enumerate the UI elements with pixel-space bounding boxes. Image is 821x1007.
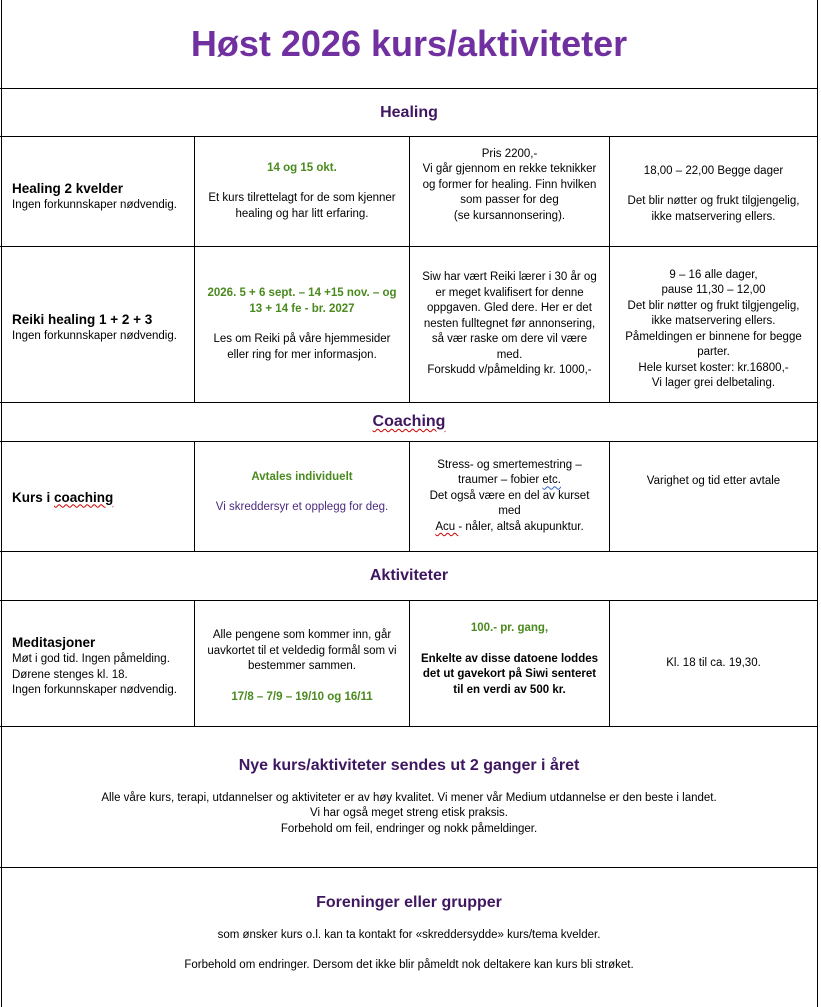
course-info-cell	[410, 247, 609, 402]
course-description: Vi skreddersyr et opplegg for deg.	[215, 501, 389, 513]
course-date: 2026. 5 + 6 sept. – 14 +15 nov. – og 13 + 14 fe - br. 2027	[207, 287, 397, 315]
course-date-cell	[195, 601, 409, 726]
course-time: 9 – 16 alle dager,	[669, 268, 758, 281]
course-date-cell	[195, 247, 409, 402]
course-date: Avtales individuelt	[251, 470, 353, 483]
course-break: pause 11,30 – 12,00	[661, 284, 766, 296]
news-line: Alle våre kurs, terapi, utdannelser og aktiviteter er av høy kvalitet. Vi mener vår Medium utdannelse er den beste i landet.	[101, 791, 717, 804]
news-line: Vi har også meget streng etisk praksis.	[310, 807, 508, 820]
page-title-block	[1, 0, 817, 88]
course-name: Healing 2 kvelder	[12, 180, 124, 196]
news-heading: Nye kurs/aktiviteter sendes ut 2 ganger i året	[238, 756, 580, 774]
course-info-acu: Acu - nåler, altså akupunktur.	[435, 520, 584, 533]
course-requirement: Ingen forkunnskaper nødvendig.	[12, 329, 177, 342]
course-info: Vi går gjennom en rekke teknikker og former for healing. Finn hvilken som passer for deg	[422, 163, 597, 207]
course-time-note: Det blir nøtter og frukt tilgjengelig, ikke matservering ellers.	[627, 195, 800, 223]
course-total-price: Hele kurset koster: kr.16800,-	[638, 361, 789, 374]
course-info-cell	[410, 601, 609, 726]
course-info-note: (se kursannonsering).	[453, 209, 566, 222]
frame-right	[817, 0, 818, 1007]
course-info: Stress- og smertemestring – traumer – fobier etc.	[437, 458, 582, 487]
course-name: Kurs i coaching	[12, 489, 114, 505]
course-door-note: Dørene stenges kl. 18.	[12, 668, 128, 681]
groups-block	[1, 868, 817, 1007]
course-name-cell	[2, 247, 194, 402]
course-info-cell	[410, 442, 609, 551]
course-payment-note: Vi lager grei delbetaling.	[651, 377, 776, 389]
news-line: Forbehold om feil, endringer og nokk påmeldinger.	[280, 822, 538, 835]
course-price: Pris 2200,-	[481, 147, 538, 160]
course-info-cell	[410, 137, 609, 246]
course-deposit: Forskudd v/påmelding kr. 1000,-	[427, 364, 592, 377]
course-dates: 17/8 – 7/9 – 19/10 og 16/11	[231, 690, 373, 703]
course-name-cell	[2, 137, 194, 246]
course-description: Les om Reiki på våre hjemmesider eller ring for mer informasjon.	[213, 333, 391, 361]
course-time: 18,00 – 22,00 Begge dager	[643, 164, 784, 177]
course-time-cell	[610, 442, 817, 551]
course-price: 100.- pr. gang,	[470, 622, 549, 634]
course-binding-note: Påmeldingen er binnene for begge parter.	[625, 330, 802, 358]
section-title: Healing	[380, 103, 438, 121]
section-header-coaching	[1, 403, 817, 441]
groups-heading: Foreninger eller grupper	[316, 893, 502, 911]
news-block	[1, 727, 817, 867]
course-date: 14 og 15 okt.	[267, 161, 337, 174]
course-name-cell	[2, 601, 194, 726]
section-header-aktiviteter	[1, 552, 817, 600]
course-time-note: Det blir nøtter og frukt tilgjengelig, ikke matservering ellers.	[627, 299, 800, 327]
course-requirement: Ingen forkunnskaper nødvendig.	[12, 198, 177, 211]
course-time-cell	[610, 137, 817, 246]
groups-line: Forbehold om endringer. Dersom det ikke blir påmeldt nok deltakere kan kurs bli strøket.	[184, 959, 634, 971]
course-time-cell	[610, 247, 817, 402]
course-price-note: Enkelte av disse datoene loddes det ut gavekort på Siwi senteret til en verdi av 500 kr.	[420, 652, 599, 696]
page-title: Høst 2026 kurs/aktiviteter	[190, 23, 628, 64]
course-time: Varighet og tid etter avtale	[646, 474, 781, 487]
course-requirement: Ingen forkunnskaper nødvendig.	[12, 684, 177, 697]
section-title: Coaching	[372, 413, 446, 430]
course-date-cell	[195, 137, 409, 246]
course-date-cell	[195, 442, 409, 551]
course-name: Meditasjoner	[12, 635, 96, 651]
course-name-cell	[2, 442, 194, 551]
course-time: Kl. 18 til ca. 19,30.	[666, 656, 761, 669]
course-name: Reiki healing 1 + 2 + 3	[12, 311, 153, 327]
course-description: Et kurs tilrettelagt for de som kjenner healing og har litt erfaring.	[208, 192, 396, 220]
groups-line: som ønsker kurs o.l. kan ta kontakt for «skreddersydde» kurs/tema kvelder.	[217, 928, 601, 941]
section-header-healing	[1, 89, 817, 136]
course-time-cell	[610, 601, 817, 726]
course-note: Møt i god tid. Ingen påmelding.	[12, 653, 170, 666]
course-info-extra: Det også være en del av kurset med	[429, 489, 590, 518]
course-description: Alle pengene som kommer inn, går uavkortet til et veldedig formål som vi bestemmer sammen.	[207, 629, 397, 672]
section-title: Aktiviteter	[369, 567, 449, 584]
course-info: Siw har vært Reiki lærer i 30 år og er meget kvalifisert for denne oppgaven. Gled dere. Her er det nesten fulltegnet før annonsering, så vær raske om dere vil være med.	[422, 271, 597, 361]
